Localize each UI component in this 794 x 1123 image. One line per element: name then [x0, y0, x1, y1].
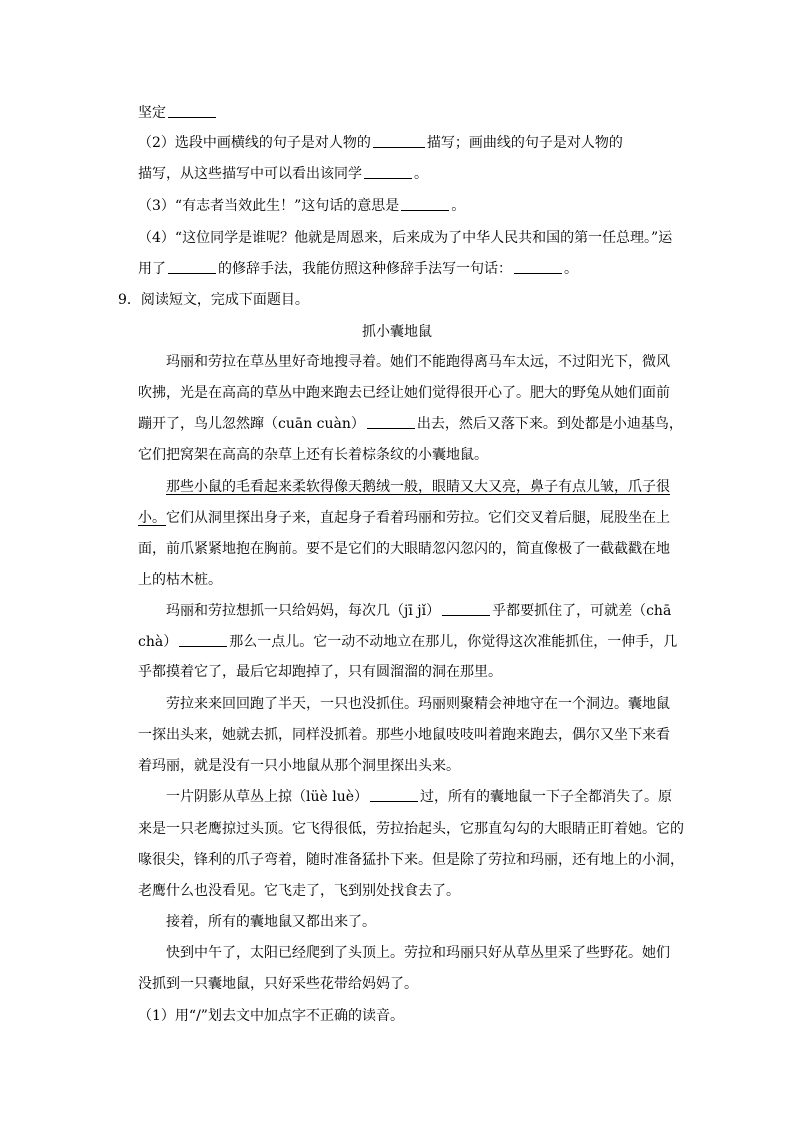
answer-blank[interactable] — [401, 196, 449, 211]
paragraph-4-line-1: 劳拉来来回回跑了半天，一只也没抓住。玛丽则聚精会神地守在一个洞边。囊地鼠 — [166, 696, 670, 712]
paragraph-4-line-2: 一探出头来，她就去抓，同样没抓着。那些小地鼠吱吱叫着跑来跑去，偶尔又坐下来看 — [138, 727, 670, 743]
paragraph-3-line-2: chà） 那么一点儿。它一动不动地立在那儿，你觉得这次准能抓住，一伸手，几 — [138, 634, 678, 650]
answer-line-firm: 坚定 — [138, 103, 218, 123]
paragraph-1-line-1: 玛丽和劳拉在草丛里好奇地搜寻着。她们不能跑得离马车太远，不过阳光下，微风 — [166, 354, 670, 370]
paragraph-7-line-2: 没抓到一只囊地鼠，只好采些花带给妈妈了。 — [138, 976, 418, 992]
paragraph-6: 接着，所有的囊地鼠又都出来了。 — [166, 914, 376, 930]
answer-blank[interactable] — [367, 414, 415, 429]
answer-blank[interactable] — [364, 164, 412, 179]
paragraph-2-underlined-line-1: 那些小鼠的毛看起来柔软得像天鹅绒一般，眼睛又大又亮，鼻子有点儿皱，爪子很 — [166, 479, 670, 495]
passage-title: 抓小囊地鼠 — [362, 324, 432, 340]
question-4-line-2: 用了 的修辞手法，我能仿照这种修辞手法写一句话： 。 — [138, 261, 578, 277]
paragraph-2-line-4: 上的枯木桩。 — [138, 572, 222, 588]
question-4-line-1: （4）“这位同学是谁呢？他就是周恩来，后来成为了中华人民共和国的第一任总理。”运 — [138, 230, 673, 246]
paragraph-2-line-3: 面，前爪紧紧地抱在胸前。要不是它们的大眼睛忽闪忽闪的，简直像极了一截截戳在地 — [138, 541, 670, 557]
paragraph-3-line-3: 乎都摸着它了，最后它却跑掉了，只有圆溜溜的洞在那里。 — [138, 664, 502, 680]
answer-blank[interactable] — [514, 259, 562, 274]
paragraph-5-line-3: 喙很尖，锋利的爪子弯着，随时准备猛扑下来。但是除了劳拉和玛丽，还有地上的小洞， — [138, 852, 684, 868]
paragraph-4-line-3: 着玛丽，就是没有一只小地鼠从那个洞里探出头来。 — [138, 758, 460, 774]
paragraph-3-line-1: 玛丽和劳拉想抓一只给妈妈，每次几（jī jǐ） 乎都要抓住了，可就差（chā — [166, 603, 672, 619]
question-2-line-1: （2）选段中画横线的句子是对人物的 描写；画曲线的句子是对人物的 — [138, 135, 623, 151]
question-9-heading: 9．阅读短文，完成下面题目。 — [118, 292, 309, 308]
answer-blank[interactable] — [370, 787, 418, 802]
paragraph-2-line-2: 小。它们从洞里探出身子来，直起身子看着玛丽和劳拉。它们交叉着后腿，屁股坐在上 — [138, 510, 670, 526]
paragraph-5-line-4: 老鹰什么也没看见。它飞走了，飞到别处找食去了。 — [138, 883, 460, 899]
paragraph-5-line-2: 来是一只老鹰掠过头顶。它飞得很低，劳拉抬起头，它那直勾勾的大眼睛正盯着她。它的 — [138, 821, 684, 837]
paragraph-1-line-2: 吹拂，光是在高高的草丛中跑来跑去已经让她们觉得很开心了。肥大的野兔从她们面前 — [138, 385, 670, 401]
question-9-1: （1）用“/”划去文中加点字不正确的读音。 — [138, 1008, 404, 1024]
answer-blank[interactable] — [179, 632, 227, 647]
paragraph-1-line-3: 蹦开了，鸟儿忽然蹿（cuān cuàn） 出去，然后又落下来。到处都是小迪基鸟， — [138, 416, 683, 432]
paragraph-5-line-1: 一片阴影从草丛上掠（lüè luè） 过，所有的囊地鼠一下子全都消失了。原 — [166, 789, 673, 805]
answer-blank[interactable] — [168, 259, 216, 274]
question-3: （3）“有志者当效此生！”这句话的意思是 。 — [138, 198, 466, 214]
paragraph-1-line-4: 它们把窝架在高高的杂草上还有长着棕条纹的小囊地鼠。 — [138, 447, 488, 463]
answer-blank[interactable] — [442, 601, 490, 616]
paragraph-7-line-1: 快到中午了，太阳已经爬到了头顶上。劳拉和玛丽只好从草丛里采了些野花。她们 — [166, 945, 670, 961]
answer-blank[interactable] — [168, 103, 216, 118]
question-2-line-2: 描写，从这些描写中可以看出该同学 。 — [138, 166, 428, 182]
answer-blank[interactable] — [373, 133, 425, 148]
